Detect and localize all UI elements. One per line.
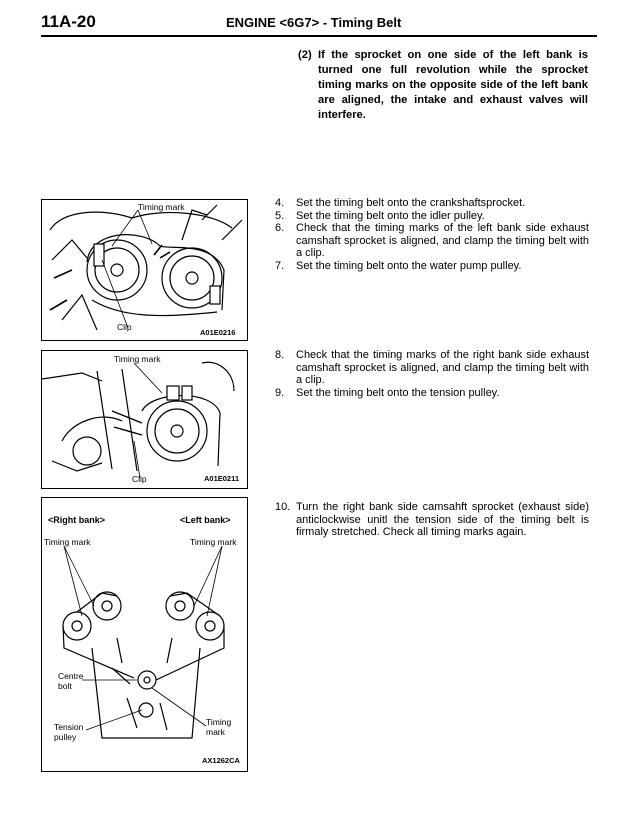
- list-item: 6. Check that the timing marks of the left bank side exhaust camshaft sprocket is aligned, and clamp the timing belt with a clip.: [275, 222, 589, 260]
- timing-mark-label-right: Timing mark: [190, 537, 237, 547]
- timing-mark-label-left: Timing mark: [44, 537, 91, 547]
- clip-label: Clip: [117, 322, 132, 332]
- tension-pulley-label: Tension pulley: [54, 722, 84, 742]
- right-bank-label: <Right bank>: [48, 515, 106, 525]
- figure-code: A01E0211: [204, 474, 240, 483]
- list-item: 5. Set the timing belt onto the idler pulley.: [275, 209, 485, 222]
- list-item: 4. Set the timing belt onto the crankshaftsprocket.: [275, 197, 526, 209]
- left-bank-label: <Left bank>: [180, 515, 231, 525]
- clip-label: Clip: [132, 474, 147, 484]
- engine-illustration-1: [42, 200, 247, 340]
- procedure-steps-8-9: [275, 349, 589, 399]
- header-divider: [41, 35, 597, 37]
- note-number: (2): [298, 49, 312, 61]
- figure-left-bank-timing: [41, 199, 248, 341]
- timing-mark-label: Timing mark: [138, 202, 185, 212]
- page-title: ENGINE <6G7> - Timing Belt: [226, 15, 402, 30]
- list-item: 8. Check that the timing marks of the right bank side exhaust camshaft sprocket is aligned, and clamp the timing belt with a clip.: [275, 349, 589, 387]
- list-item: 9. Set the timing belt onto the tension pulley.: [275, 386, 500, 399]
- note-text: If the sprocket on one side of the left bank is turned one full revolution while the sprocket timing marks on the opposite side of the left bank are aligned, the intake and exhaust valves will interfere.: [318, 49, 588, 121]
- timing-mark-label-bottom: Timing mark: [206, 717, 232, 737]
- figure-right-bank-timing: [41, 350, 248, 489]
- figure-timing-marks-overview: [41, 497, 248, 772]
- caution-note: [298, 48, 588, 123]
- list-item: 7. Set the timing belt onto the water pump pulley.: [275, 259, 522, 272]
- figure-code: A01E0216: [200, 328, 236, 337]
- centre-bolt-label: Centre bolt: [58, 671, 84, 691]
- timing-mark-label: Timing mark: [114, 354, 161, 364]
- page-number: 11A-20: [41, 12, 96, 31]
- procedure-steps-10: [275, 501, 589, 539]
- engine-illustration-2: [42, 351, 247, 488]
- list-item: 10. Turn the right bank side camsahft sprocket (exhaust side) anticlockwise unitl the tension side of the timing belt is firmaly stretched. Check all timing marks again.: [275, 501, 589, 539]
- figure-code: AX1262CA: [202, 756, 240, 765]
- procedure-steps-4-7: [275, 197, 589, 273]
